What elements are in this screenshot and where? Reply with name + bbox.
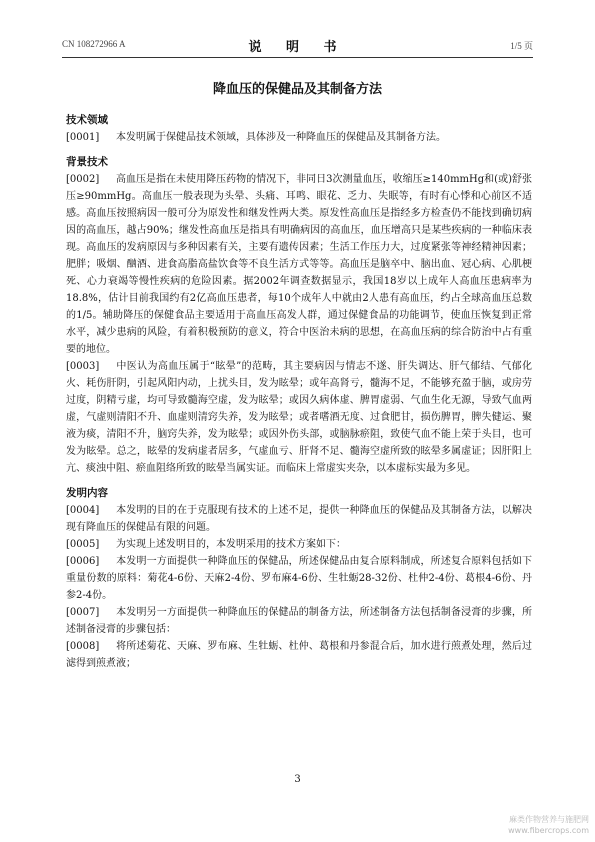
paragraph-text: 本发明另一方面提供一种降血压的保健品的制备方法，所述制备方法包括制备浸膏的步骤，所述制备浸膏的步骤包括： [66,607,532,635]
page-info: 1/5 页 [510,41,533,51]
paragraph [66,502,532,536]
paragraph-text: 高血压是指在未使用降压药物的情况下，非同日3次测量血压，收缩压≥140mmHg和(或)舒张压≥90mmHg。高血压一般表现为头晕、头痛、耳鸣、眼花、乏力、失眠等，有时有心悸和心前区不适感。高血压按照病因一般可分为原发性和继发性两大类。原发性高血压是指经多方检查仍不能找到确切病因的高血压，越占90%；继发性高血压是指具有明确病因的高血压，血压增高只是某些疾病的一种临床表现。高血压的发病原因与多种因素有关，主要有遗传因素；生活工作压力大，过度紧张等神经精神因素；肥胖；吸烟、酗酒、进食高脂高盐饮食等不良生活方式等等。高血压是脑卒中、脑出血、冠心病、心肌梗死、心力衰竭等慢性疾病的危险因素。据2002年调查数据显示，我国18岁以上成年人高血压患病率为18.8%，估计目前我国约有2亿高血压患者，每10个成年人中就由2人患有高血压，约占全球高血压总数的1/5。辅助降压的保健食品主要适用于高血压高发人群，通过保健食品的功能调节，使血压恢复到正常水平，减少患病的风险，有着积极预防的意义，符合中医治未病的思想，在高血压病的综合防治中占有重要的地位。 [66,174,532,355]
paragraph-text: 本发明一方面提供一种降血压的保健品，所述保健品由复合原料制成，所述复合原料包括如下重量份数的原料：菊花4-6份、天麻2-4份、罗布麻4-6份、生牡蛎28-32份、杜仲2-4份、葛根4-6份、丹参2-4份。 [66,556,532,601]
page-header [62,36,533,54]
paragraph-number: [0003] [66,361,100,372]
document-number: CN 108272966 A [62,39,126,49]
paragraph-number: [0005] [66,539,100,550]
paragraph [66,171,532,358]
paragraph-text: 本发明的目的在于克服现有技术的上述不足，提供一种降血压的保健品及其制备方法，以解决现有降血压的保健品有限的问题。 [66,505,532,533]
paragraph [66,638,532,672]
document-title: 降血压的保健品及其制备方法 [212,82,382,97]
page-number: 3 [294,774,301,785]
section-heading: 技术领域 [66,114,108,126]
paragraph-text: 本发明属于保健品技术领域，具体涉及一种降血压的保健品及其制备方法。 [116,132,446,143]
paragraph-number: [0001] [66,132,100,143]
document-type: 说 明 书 [248,40,347,55]
paragraph [66,129,532,146]
paragraph [66,358,532,477]
paragraph-number: [0008] [66,641,100,652]
paragraph-number: [0006] [66,556,100,567]
paragraph [66,553,532,604]
paragraph-number: [0004] [66,505,100,516]
paragraph-text: 为实现上述发明目的，本发明采用的技术方案如下： [116,539,346,550]
paragraph [66,604,532,638]
header-rule [62,57,533,58]
watermark [508,814,589,836]
paragraph-number: [0007] [66,607,100,618]
paragraph-text: 将所述菊花、天麻、罗布麻、生牡蛎、杜仲、葛根和丹参混合后，加水进行煎煮处理，然后过滤得到煎煮液； [66,641,532,669]
paragraph-text: 中医认为高血压属于“眩晕”的范畴，其主要病因与情志不遂、肝失调达、肝气郁结、气郁化火、耗伤肝阴，引起风阳内动，上扰头目，发为眩晕；或年高肾亏，髓海不足，不能够充盈于脑，或房劳过度，阴精亏虚，均可导致髓海空虚，发为眩晕；或因久病体虚、脾胃虚弱、气血生化无源，导致气血两虚，气虚则清阳不升、血虚则清窍失养，发为眩晕；或者嗜酒无度、过食肥甘，损伤脾胃，脾失健运、聚液为痰，清阳不升，脑窍失养，发为眩晕；或因外伤头部，或脑脉瘀阻，致使气血不能上荣于头目，也可发为眩晕。总之，眩晕的发病虚者居多，气虚血亏、肝肾不足、髓海空虚所致的眩晕多属虚证；因肝阳上亢、痰浊中阻、瘀血阻络所致的眩晕当属实证。而临床上常虚实夹杂，以本虚标实最为多见。 [66,361,532,474]
watermark-url: www.fibercrops.com [508,826,589,835]
watermark-site-name: 麻类作物营养与施肥网 [509,815,589,824]
document-body [66,104,532,672]
paragraph [66,536,532,553]
paragraph-number: [0002] [66,174,100,185]
section-heading: 发明内容 [66,487,108,499]
section-heading: 背景技术 [66,156,108,168]
